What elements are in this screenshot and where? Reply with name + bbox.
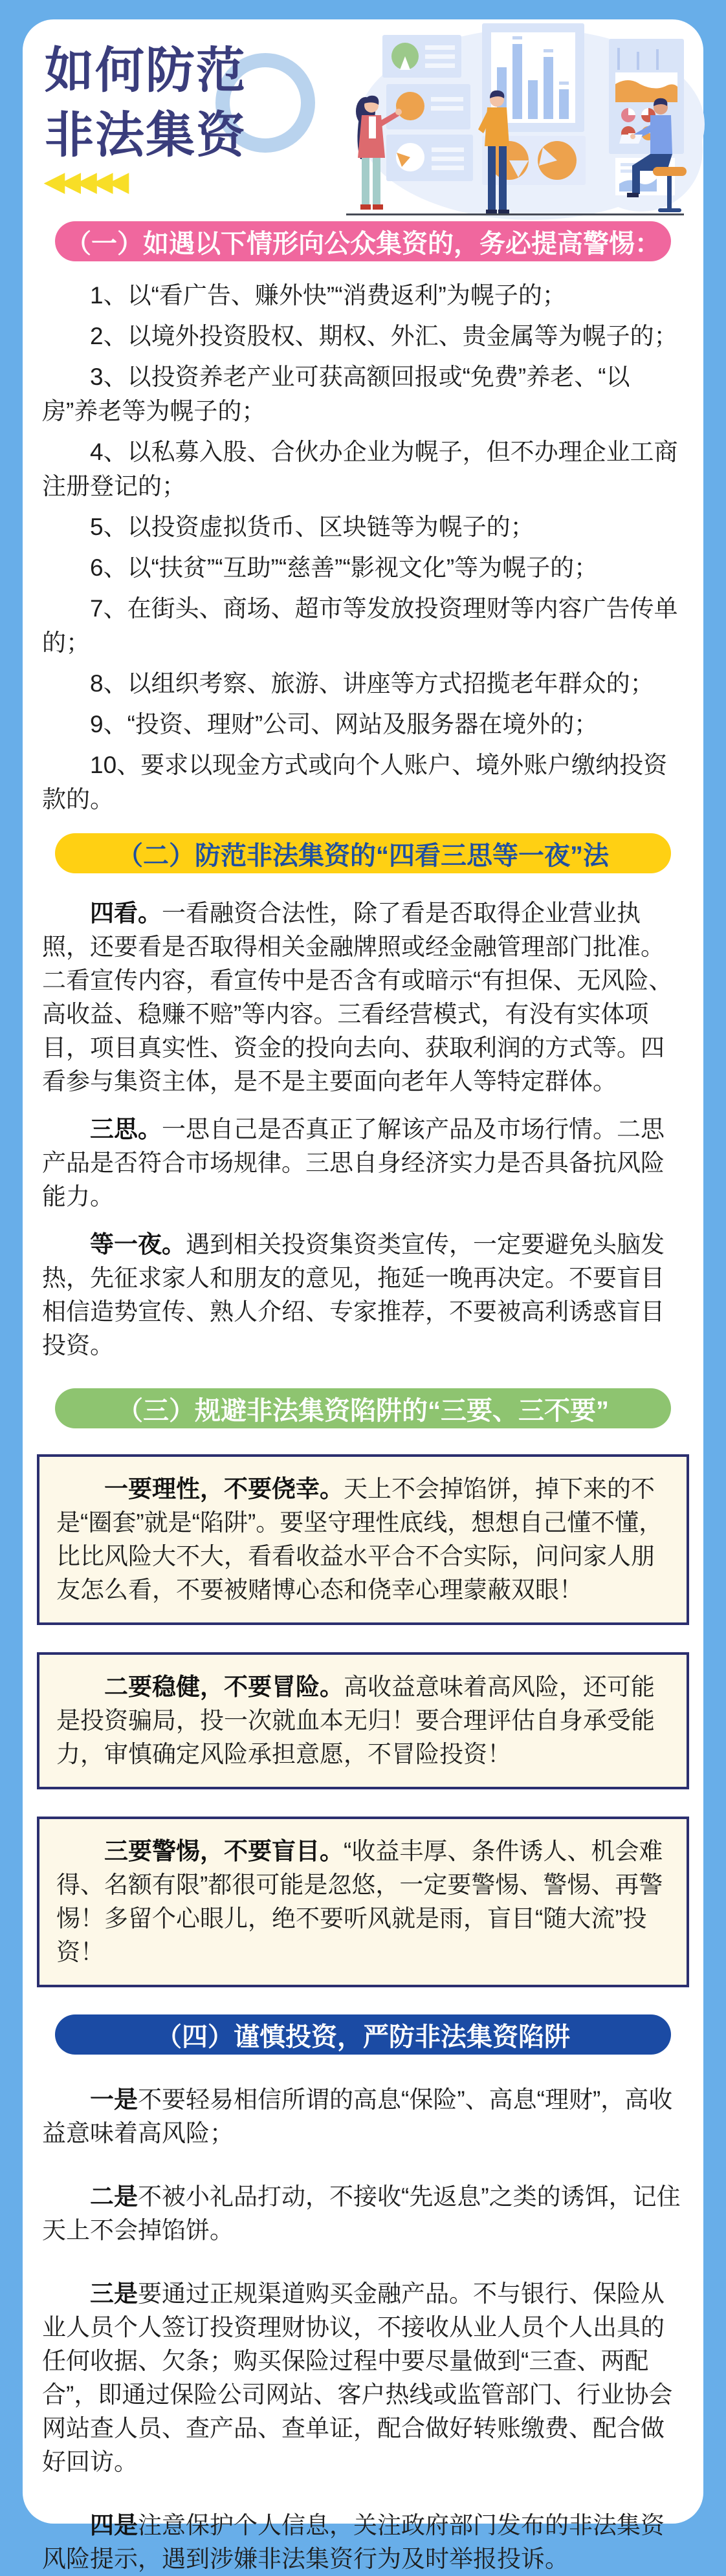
paragraph-text: 一看融资合法性，除了看是否取得企业营业执照，还要看是否取得相关金融牌照或经金融管理部门批准。二看宣传内容，看宣传中是否含有或暗示“有担保、无风险、高收益、稳赚不赔”等内容。三看经营模式，有没有实体项目，项目真实性、资金的投向去向、获取利润的方式等。四看参与集资主体，是不是主要面向老年人等特定群体。 [42, 900, 673, 1095]
list-item-10: 10、要求以现金方式或向个人账户、境外账户缴纳投资款的。 [42, 752, 668, 813]
paragraph-three-thinks [42, 1113, 684, 1214]
tip-lead: 二要稳健，不要冒险。 [104, 1674, 344, 1700]
section-2-heading-banner [55, 833, 671, 873]
paragraph-four-looks [42, 897, 684, 1098]
page-title-line-2: 非法集资 [45, 108, 247, 163]
cautious-investment-section [23, 2083, 703, 2576]
paragraph-lead: 四是 [90, 2512, 138, 2538]
tip-box-rational [37, 1454, 689, 1625]
four-looks-section [23, 897, 703, 1362]
section-1-heading: （一）如遇以下情形向公众集资的，务必提高警惕： [65, 229, 661, 258]
paragraph-wait-a-night [42, 1228, 684, 1362]
paragraph-lead: 等一夜。 [90, 1231, 186, 1258]
list-item-4: 4、以私募入股、合伙办企业为幌子，但不办理企业工商注册登记的； [42, 439, 678, 499]
paragraph-text: 不被小礼品打动，不接收“先返息”之类的诱饵，记住天上不会掉馅饼。 [42, 2183, 681, 2243]
list-item-5: 5、以投资虚拟货币、区块链等为幌子的； [90, 514, 534, 540]
paragraph-lead: 一是 [90, 2086, 138, 2113]
paragraph-second [42, 2180, 684, 2247]
section-3-heading-banner [55, 1388, 671, 1428]
tip-text: 高收益意味着高风险，还可能是投资骗局，投一次就血本无归！要合理评估自身承受能力，审慎确定风险承担意愿，不冒险投资！ [56, 1674, 655, 1767]
tip-text: “收益丰厚、条件诱人、机会难得、名额有限”都很可能是忽悠，一定要警惕、警惕、再警惕！多留个心眼儿，绝不要听风就是雨，盲目“随大流”投资！ [56, 1838, 663, 1965]
poster-card [23, 19, 703, 2572]
paragraph-text: 注意保护个人信息，关注政府部门发布的非法集资风险提示，遇到涉嫌非法集资行为及时举报投诉。 [42, 2512, 665, 2572]
panel-pie-green [382, 35, 461, 78]
paragraph-lead: 三是 [90, 2280, 138, 2307]
paragraph-lead: 二是 [90, 2183, 138, 2210]
panel-pie-white [386, 135, 473, 181]
tip-box-vigilant [37, 1817, 689, 1987]
tip-lead: 三要警惕，不要盲目。 [104, 1838, 344, 1864]
list-item-6: 6、以“扶贫”“互助”“慈善”“影视文化”等为幌子的； [90, 554, 599, 581]
list-item-7: 7、在街头、商场、超市等发放投资理财等内容广告传单的； [42, 595, 678, 656]
tip-box-paragraph [56, 1472, 670, 1607]
paragraph-text: 遇到相关投资集资类宣传，一定要避免头脑发热，先征求家人和朋友的意见，拖延一晚再决定。不要盲目相信造势宣传、熟人介绍、专家推荐，不要被高利诱惑盲目投资。 [42, 1231, 665, 1359]
paragraph-first [42, 2083, 684, 2150]
section-3-heading: （三）规避非法集资陷阱的“三要、三不要” [117, 1396, 609, 1425]
tip-box-paragraph [56, 1670, 670, 1771]
left-arrows-icon: ◀◀◀◀◀ [45, 168, 125, 196]
charts-illustration [337, 21, 699, 220]
list-item-8: 8、以组织考察、旅游、讲座等方式招揽老年群众的； [90, 670, 654, 697]
three-dos-donts-section [23, 1454, 703, 1987]
tip-text: 天上不会掉馅饼，掉下来的不是“圈套”就是“陷阱”。要坚守理性底线，想想自己懂不懂，比比风险大不大，看看收益水平合不合实际，问问家人朋友怎么看，不要被赌博心态和侥幸心理蒙蔽双眼！ [56, 1476, 663, 1603]
list-item-1: 1、以“看广告、赚外快”“消费返利”为幌子的； [90, 282, 566, 309]
list-item-9: 9、“投资、理财”公司、网站及服务器在境外的； [90, 711, 599, 737]
tip-box-paragraph [56, 1835, 670, 1969]
warning-situations-list [42, 278, 684, 816]
list-item-2: 2、以境外投资股权、期权、外汇、贵金属等为幌子的； [90, 323, 678, 349]
section-4-heading: （四）谨慎投资，严防非法集资陷阱 [156, 2022, 570, 2051]
tip-box-steady [37, 1652, 689, 1789]
paragraph-text: 一思自己是否真正了解该产品及市场行情。二思产品是否符合市场规律。三思自身经济实力是否具备抗风险能力。 [42, 1116, 665, 1210]
paragraph-text: 不要轻易相信所谓的高息“保险”、高息“理财”，高收益意味着高风险； [42, 2086, 673, 2146]
section-1-heading-banner [55, 221, 671, 261]
paragraph-lead: 三思。 [90, 1116, 162, 1142]
page-title-line-1: 如何防范 [45, 43, 247, 98]
panel-pie-mixed [386, 84, 470, 129]
paragraph-lead: 四看。 [90, 900, 162, 926]
paragraph-third [42, 2277, 684, 2479]
tip-lead: 一要理性，不要侥幸。 [104, 1476, 344, 1502]
section-2-heading: （二）防范非法集资的“四看三思等一夜”法 [117, 841, 609, 870]
title-block [45, 39, 247, 168]
paragraph-fourth [42, 2509, 684, 2576]
list-item-3: 3、以投资养老产业可获高额回报或“免费”养老、“以房”养老等为幌子的； [42, 364, 630, 424]
section-4-heading-banner [55, 2014, 671, 2055]
poster-header [23, 19, 703, 221]
ground-line [346, 213, 684, 215]
paragraph-text: 要通过正规渠道购买金融产品。不与银行、保险从业人员个人签订投资理财协议，不接收从业人员个人出具的任何收据、欠条；购买保险过程中要尽量做到“三查、两配合”，即通过保险公司网站、客户热线或监管部门、行业协会网站查人员、查产品、查单证，配合做好转账缴费、配合做好回访。 [42, 2280, 673, 2475]
